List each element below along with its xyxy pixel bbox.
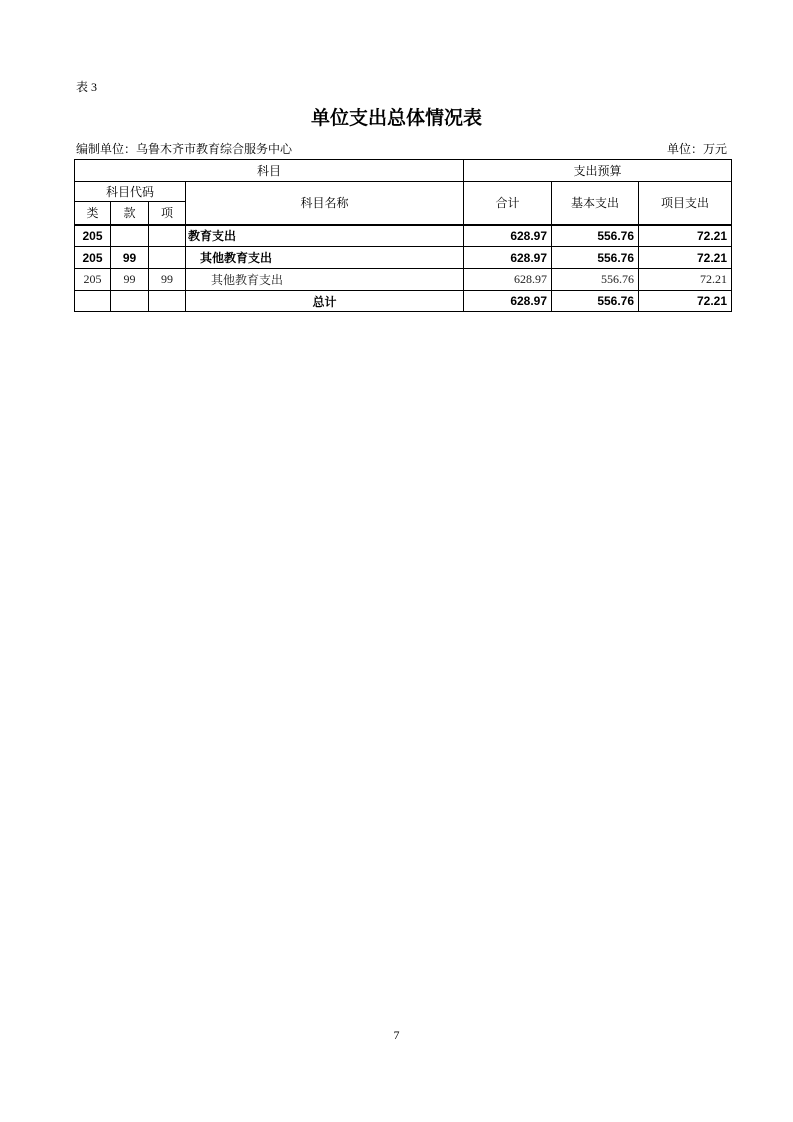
table-number-label: 表 3 xyxy=(76,80,98,94)
total-row xyxy=(75,291,732,312)
header-class: 类 xyxy=(75,202,111,225)
header-row xyxy=(75,160,732,182)
cell-item xyxy=(149,247,186,269)
header-section: 款 xyxy=(111,202,149,225)
expenditure-table xyxy=(74,159,732,312)
compiling-unit: 编制单位：乌鲁木齐市教育综合服务中心 xyxy=(76,142,293,156)
cell-name: 其他教育支出 xyxy=(186,247,464,269)
cell-project: 72.21 xyxy=(639,247,732,269)
cell-empty xyxy=(111,291,149,312)
cell-class: 205 xyxy=(75,269,111,291)
cell-section: 99 xyxy=(111,269,149,291)
header-row xyxy=(75,182,732,202)
header-basic: 基本支出 xyxy=(552,182,639,225)
cell-empty xyxy=(149,291,186,312)
table-row xyxy=(75,247,732,269)
cell-name: 教育支出 xyxy=(186,225,464,247)
cell-section xyxy=(111,225,149,247)
table-row xyxy=(75,225,732,247)
total-label: 总计 xyxy=(186,291,464,312)
total-project: 72.21 xyxy=(639,291,732,312)
page-number: 7 xyxy=(393,1028,400,1042)
header-budget: 支出预算 xyxy=(464,160,732,182)
header-item: 项 xyxy=(149,202,186,225)
cell-project: 72.21 xyxy=(639,269,732,291)
cell-total: 628.97 xyxy=(464,225,552,247)
header-total: 合计 xyxy=(464,182,552,225)
cell-section: 99 xyxy=(111,247,149,269)
currency-unit: 单位：万元 xyxy=(666,142,727,156)
header-name: 科目名称 xyxy=(186,182,464,225)
header-project: 项目支出 xyxy=(639,182,732,225)
cell-item: 99 xyxy=(149,269,186,291)
cell-total: 628.97 xyxy=(464,269,552,291)
cell-item xyxy=(149,225,186,247)
total-basic: 556.76 xyxy=(552,291,639,312)
cell-class: 205 xyxy=(75,225,111,247)
cell-basic: 556.76 xyxy=(552,247,639,269)
table-row xyxy=(75,269,732,291)
cell-project: 72.21 xyxy=(639,225,732,247)
cell-basic: 556.76 xyxy=(552,269,639,291)
header-code: 科目代码 xyxy=(75,182,186,202)
page-title: 单位支出总体情况表 xyxy=(310,107,482,129)
total-sum: 628.97 xyxy=(464,291,552,312)
cell-class: 205 xyxy=(75,247,111,269)
cell-empty xyxy=(75,291,111,312)
header-subject: 科目 xyxy=(75,160,464,182)
cell-total: 628.97 xyxy=(464,247,552,269)
cell-basic: 556.76 xyxy=(552,225,639,247)
cell-name: 其他教育支出 xyxy=(186,269,464,291)
